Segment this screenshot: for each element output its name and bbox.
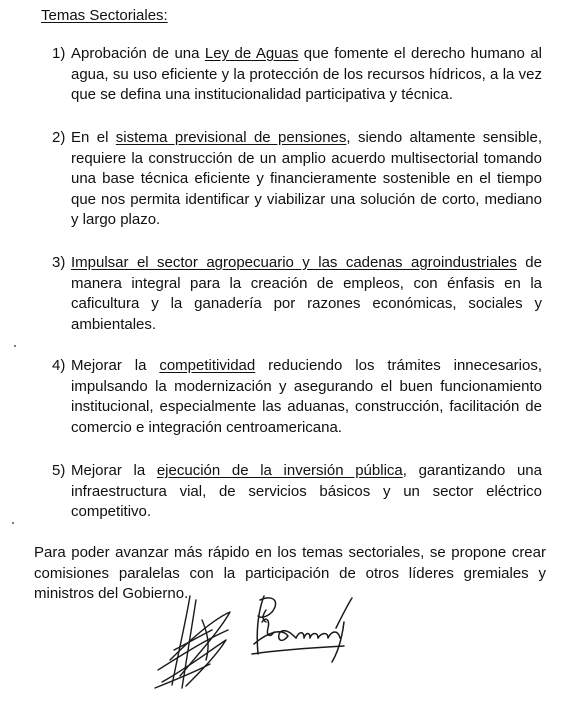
item-number: 4) [52,357,66,374]
item-text-rest: que fomente el derecho humano al agua, su uso eficiente y la protección de los recursos hídricos, a la vez que se defina una institucionalidad participativa y técnica. [71,45,542,103]
list-item [52,461,542,523]
item-number: 3) [52,254,66,271]
list-item [52,44,542,106]
item-key-topic: competitividad [159,357,256,374]
item-text-lead: Aprobación de una [71,45,205,62]
scan-speck [14,345,16,347]
item-text [71,128,542,231]
item-text [71,253,542,335]
item-number: 1) [52,45,66,62]
item-key-topic: ejecución de la inversión pública [156,462,403,479]
item-key-topic: sistema previsional de pensiones [115,129,347,146]
section-heading: Temas Sectoriales: [41,7,168,24]
list-item [52,128,542,231]
item-text-lead: Mejorar la [71,462,157,479]
item-text-lead: Mejorar la [71,357,160,374]
item-text-rest: , siendo altamente sensible, requiere la construcción de un amplio acuerdo multisectorial tomando una base técnica eficiente y financieramente sostenible en el tiempo que nos permita identificar y viabilizar una solución de corto, mediano y largo plazo. [71,129,542,228]
item-key-topic: Ley de Aguas [204,45,299,62]
scan-speck [12,522,14,524]
item-text [71,44,542,106]
item-number: 5) [52,462,66,479]
closing-paragraph: Para poder avanzar más rápido en los temas sectoriales, se propone crear comisiones paralelas con la participación de otros líderes gremiales y ministros del Gobierno. [34,544,546,602]
signature-right [248,592,358,667]
item-text [71,461,542,523]
item-text [71,356,542,438]
list-item [52,253,542,335]
item-key-topic: Impulsar el sector agropecuario y las cadenas agroindustriales [71,254,517,271]
item-text-lead: En el [71,129,116,146]
signature-left [150,590,240,695]
item-text-rest: reduciendo los trámites innecesarios, impulsando la modernización y asegurando el buen funcionamiento institucional, especialmente las aduanas, construcción, facilitación de comercio e integración centroamericana. [71,357,542,436]
list-item [52,356,542,438]
item-text-rest: , garantizando una infraestructura vial, de servicios básicos y un sector eléctrico competitivo. [71,462,542,520]
item-text-rest: de manera integral para la creación de empleos, con énfasis en la caficultura y la ganadería por razones económicas, sociales y ambientales. [71,254,542,333]
item-number: 2) [52,129,66,146]
